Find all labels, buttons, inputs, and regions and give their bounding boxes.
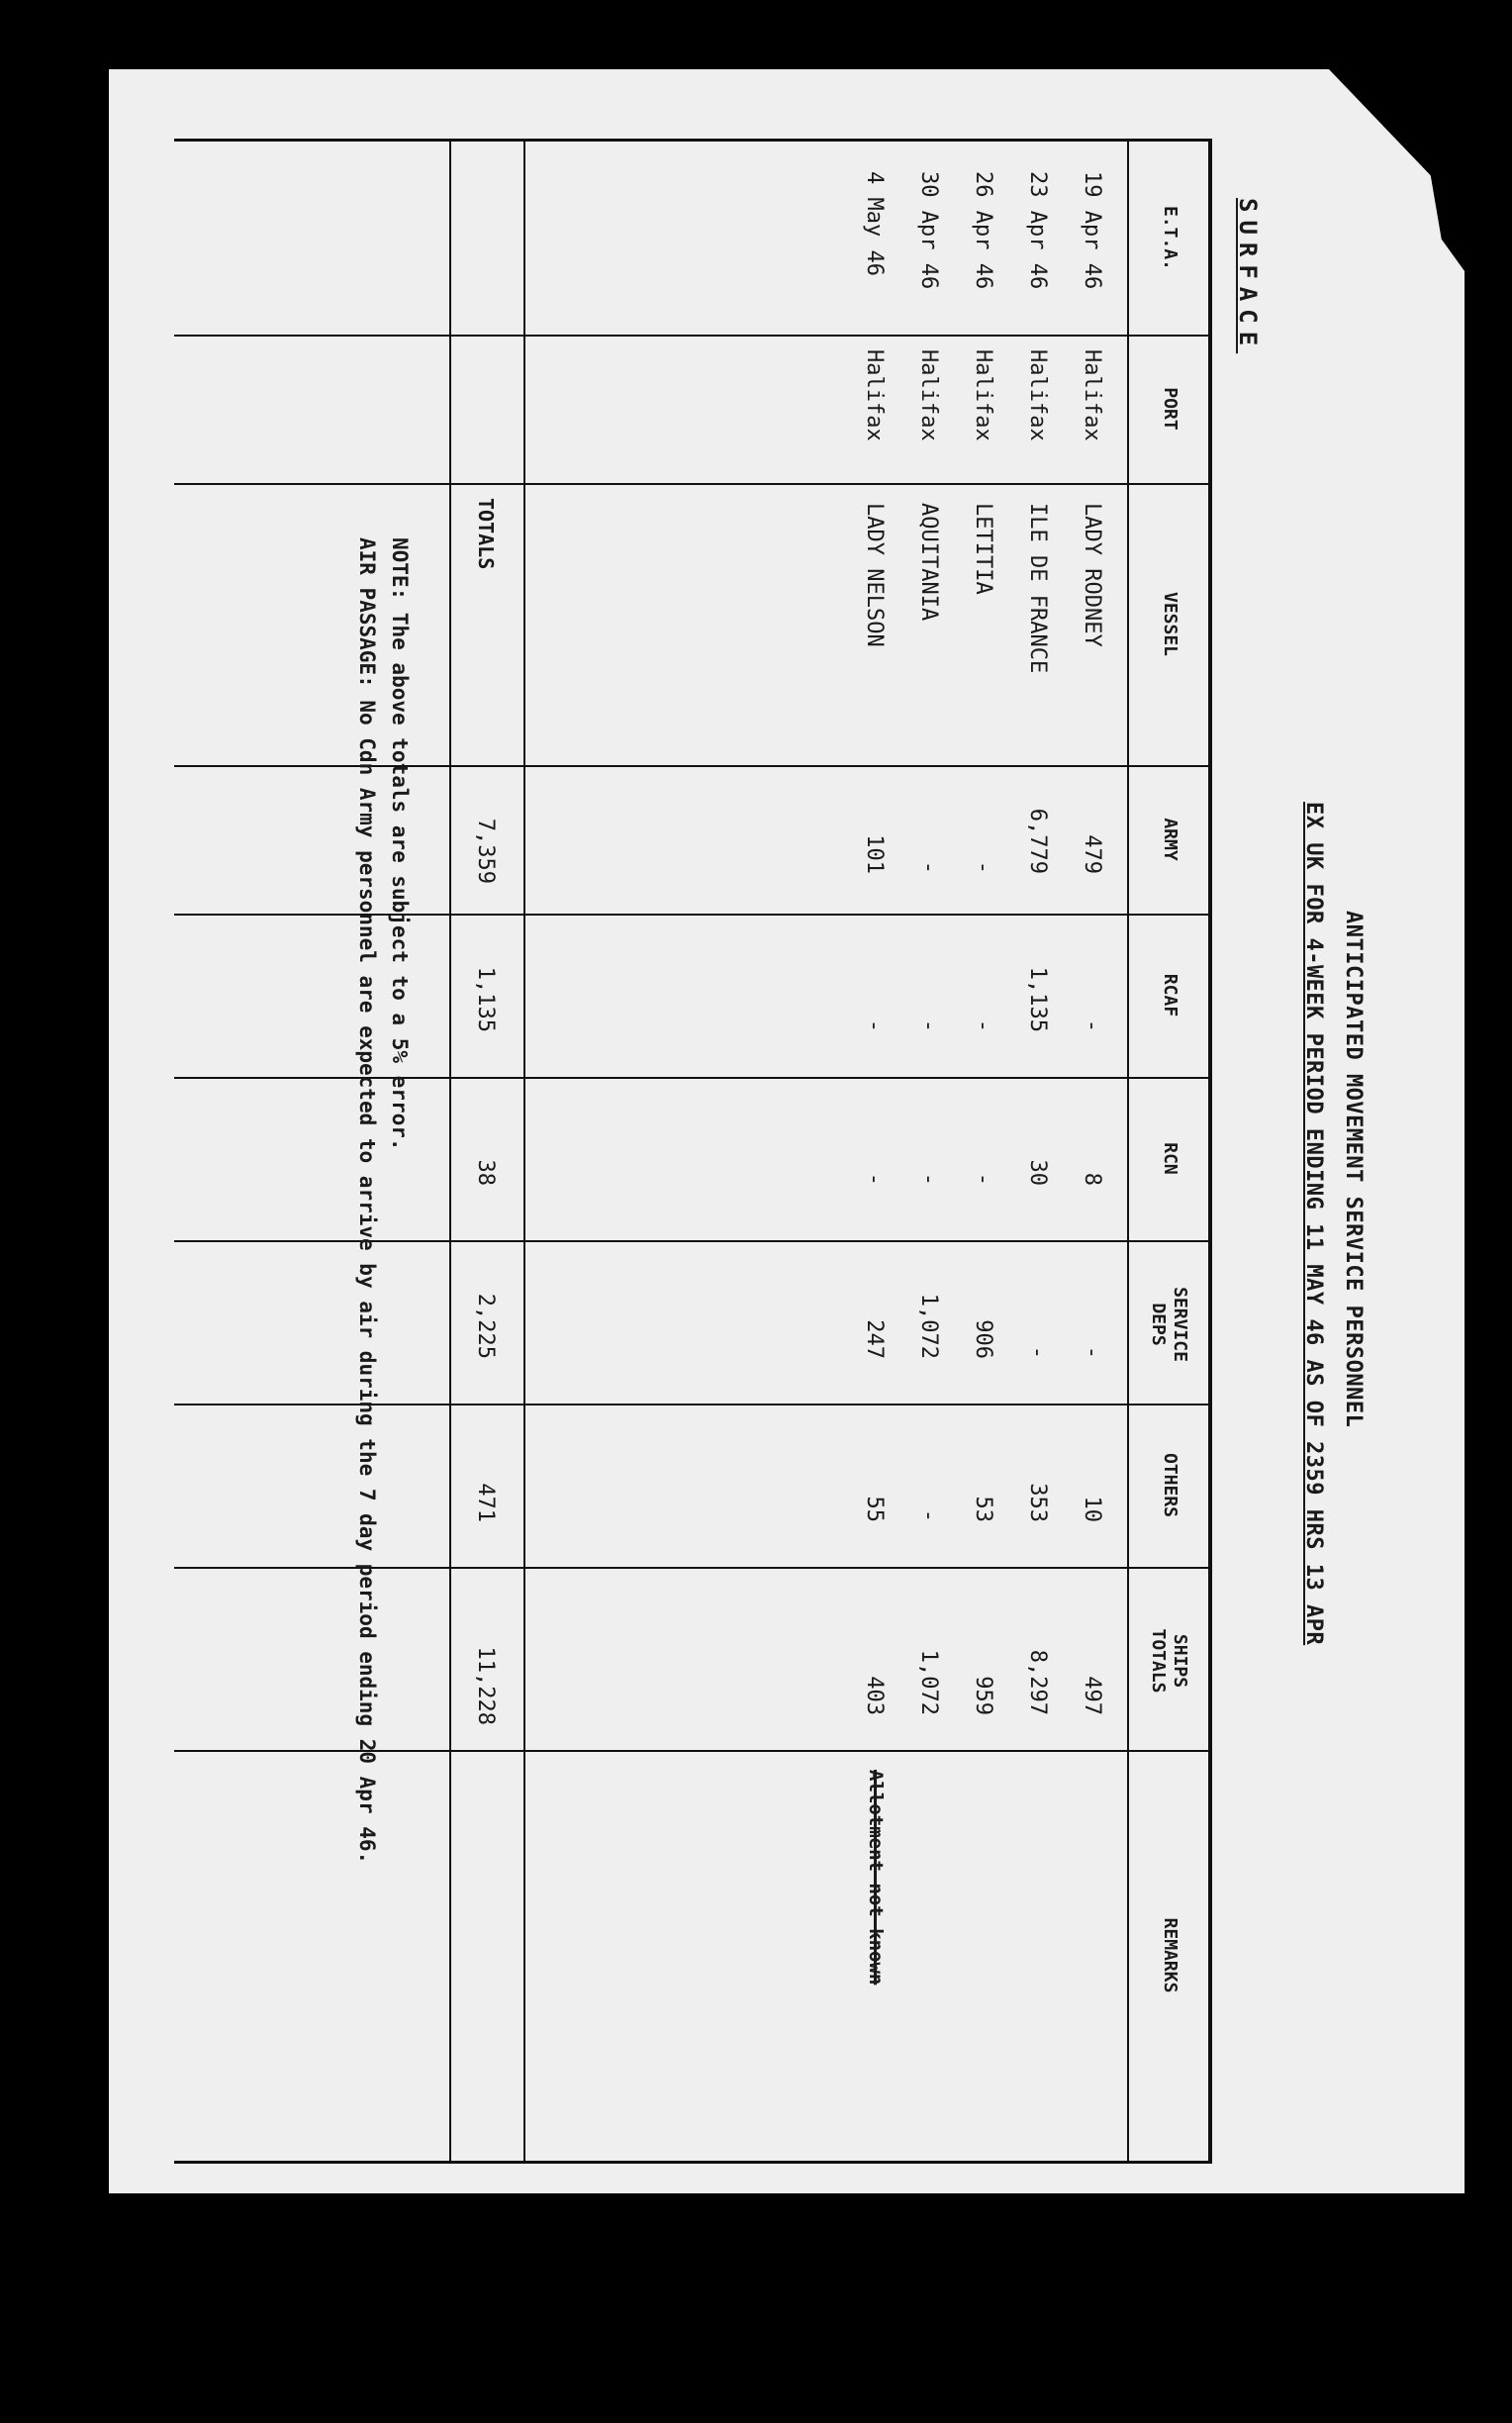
totals-others: 471 bbox=[473, 1483, 498, 1522]
header-remarks: REMARKS bbox=[1160, 1917, 1181, 1993]
totals-ships: 11,228 bbox=[473, 1646, 498, 1725]
column-divider bbox=[174, 765, 1208, 767]
column-divider bbox=[174, 1077, 1208, 1079]
row3-rcn: - bbox=[971, 1172, 995, 1186]
column-divider bbox=[174, 1404, 1208, 1405]
row2-army: 6,779 bbox=[1025, 808, 1050, 874]
row4-port: Halifax bbox=[916, 349, 941, 441]
row5-rcn: - bbox=[862, 1172, 887, 1186]
row5-deps: 247 bbox=[862, 1319, 887, 1359]
row1-port: Halifax bbox=[1080, 349, 1104, 441]
row4-others: - bbox=[916, 1508, 941, 1522]
row3-army: - bbox=[971, 860, 995, 874]
row3-vessel: LETITIA bbox=[971, 503, 995, 595]
header-rcn: RCN bbox=[1160, 1142, 1181, 1175]
row1-others: 10 bbox=[1080, 1496, 1104, 1522]
row2-total: 8,297 bbox=[1025, 1649, 1050, 1715]
header-service-deps: SERVICE DEPS bbox=[1148, 1287, 1190, 1362]
movement-mode-heading: SURFACE bbox=[1234, 198, 1262, 354]
header-port: PORT bbox=[1160, 387, 1181, 431]
row2-port: Halifax bbox=[1025, 349, 1050, 441]
row3-eta: 26 Apr 46 bbox=[971, 171, 995, 290]
row4-total: 1,072 bbox=[916, 1649, 941, 1715]
row4-rcn: - bbox=[916, 1172, 941, 1186]
row5-rcaf: - bbox=[862, 1018, 887, 1032]
totals-deps: 2,225 bbox=[473, 1293, 498, 1359]
row3-total: 959 bbox=[971, 1676, 995, 1715]
row1-total: 497 bbox=[1080, 1676, 1104, 1715]
header-others: OTHERS bbox=[1160, 1452, 1181, 1518]
row5-eta: 4 May 46 bbox=[862, 171, 887, 276]
row1-eta: 19 Apr 46 bbox=[1080, 171, 1104, 290]
document-subtitle: EX UK FOR 4-WEEK PERIOD ENDING 11 MAY 46 AS OF 2359 HRS 13 APR bbox=[1301, 802, 1326, 1646]
totals-rule bbox=[523, 142, 525, 2161]
row1-rcaf: - bbox=[1080, 1018, 1104, 1032]
header-eta: E.T.A. bbox=[1160, 205, 1181, 271]
row2-rcaf: 1,135 bbox=[1025, 966, 1050, 1032]
header-ships-totals: SHIPS TOTALS bbox=[1148, 1628, 1190, 1694]
movement-table bbox=[174, 139, 1212, 2164]
row4-deps: 1,072 bbox=[916, 1293, 941, 1359]
row5-port: Halifax bbox=[862, 349, 887, 441]
row2-deps: - bbox=[1025, 1345, 1050, 1359]
note-air-passage: AIR PASSAGE: No Cdn Army personnel are expected to arrive by air during the 7 day period ending 20 Apr 46. bbox=[355, 537, 379, 1865]
row4-army: - bbox=[916, 860, 941, 874]
totals-label: TOTALS bbox=[474, 498, 498, 570]
row1-rcn: 8 bbox=[1080, 1172, 1104, 1186]
totals-bottom-rule bbox=[449, 142, 451, 2161]
column-divider bbox=[174, 1567, 1208, 1569]
row4-eta: 30 Apr 46 bbox=[916, 171, 941, 290]
row1-deps: - bbox=[1080, 1345, 1104, 1359]
row3-others: 53 bbox=[971, 1496, 995, 1522]
row1-vessel: LADY RODNEY bbox=[1080, 503, 1104, 647]
row3-deps: 906 bbox=[971, 1319, 995, 1359]
document-title: ANTICIPATED MOVEMENT SERVICE PERSONNEL bbox=[1341, 911, 1366, 1428]
row2-others: 353 bbox=[1025, 1483, 1050, 1522]
row2-eta: 23 Apr 46 bbox=[1025, 171, 1050, 290]
column-divider bbox=[174, 335, 1208, 337]
totals-rcaf: 1,135 bbox=[473, 966, 498, 1032]
row5-vessel: LADY NELSON bbox=[862, 503, 887, 647]
rotated-document-content bbox=[178, 139, 1425, 2178]
row5-others: 55 bbox=[862, 1496, 887, 1522]
row2-rcn: 30 bbox=[1025, 1159, 1050, 1186]
header-rule bbox=[1127, 142, 1129, 2161]
row5-total: 403 bbox=[862, 1676, 887, 1715]
column-divider bbox=[174, 1750, 1208, 1752]
column-divider bbox=[174, 914, 1208, 916]
row3-rcaf: - bbox=[971, 1018, 995, 1032]
column-divider bbox=[174, 483, 1208, 485]
note-error-margin: NOTE: The above totals are subject to a 5% error. bbox=[388, 537, 412, 1151]
row2-vessel: ILE DE FRANCE bbox=[1025, 503, 1050, 674]
row1-army: 479 bbox=[1080, 834, 1104, 874]
header-vessel: VESSEL bbox=[1160, 591, 1181, 657]
row3-port: Halifax bbox=[971, 349, 995, 441]
row5-army: 101 bbox=[862, 834, 887, 874]
totals-rcn: 38 bbox=[473, 1159, 498, 1186]
row5-remarks: Allotment not known bbox=[865, 1770, 887, 1986]
header-rcaf: RCAF bbox=[1160, 973, 1181, 1018]
row4-vessel: AQUITANIA bbox=[916, 503, 941, 622]
header-army: ARMY bbox=[1160, 818, 1181, 861]
row4-rcaf: - bbox=[916, 1018, 941, 1032]
column-divider bbox=[174, 1240, 1208, 1242]
totals-army: 7,359 bbox=[473, 818, 498, 884]
